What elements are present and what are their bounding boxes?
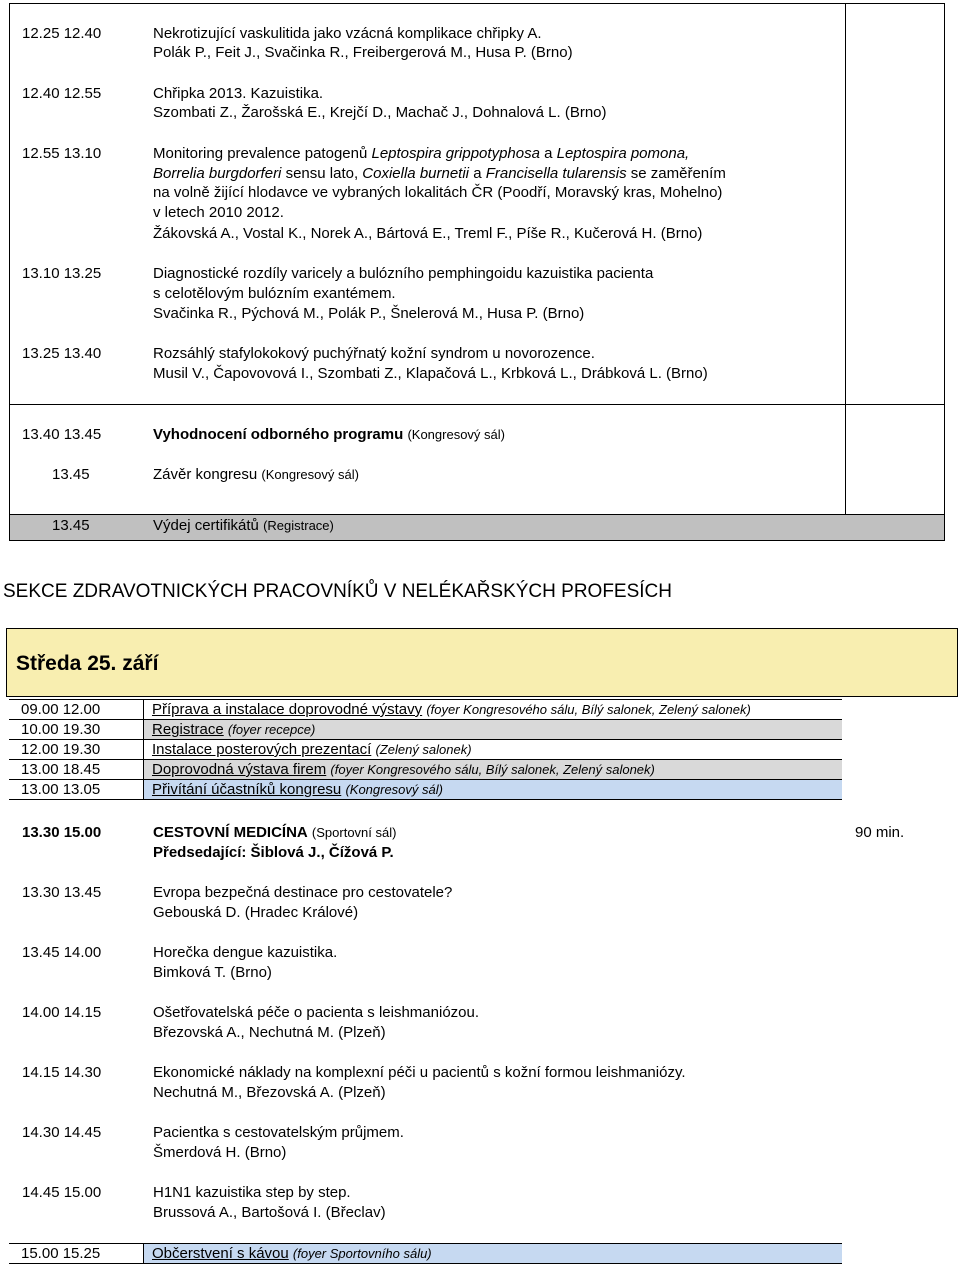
session-authors: Svačinka R., Pýchová M., Polák P., Šnelerová M., Husa P. (Brno): [153, 305, 585, 322]
talk-title: Pacientka s cestovatelským průjmem.: [153, 1124, 404, 1141]
schedule-title-text: Přivítání účastníků kongresu: [152, 781, 342, 798]
schedule-row: [9, 719, 842, 739]
schedule-row: [9, 779, 842, 799]
session-time: 12.40 12.55: [22, 85, 102, 102]
certificates-row-background: [10, 515, 944, 540]
session-time: 12.25 12.40: [22, 25, 102, 42]
talk-time: 13.45 14.00: [22, 944, 102, 961]
schedule-row: [9, 739, 842, 759]
session-title: Diagnostické rozdíly varicely a bulózního pemphingoidu kazuistika pacienta: [153, 265, 654, 282]
schedule-time: 13.00 18.45: [21, 761, 101, 778]
schedule-title: [152, 720, 315, 739]
schedule-title-text: Doprovodná výstava firem: [152, 761, 327, 778]
session-authors: Szombati Z., Žarošská E., Krejčí D., Machač J., Dohnalová L. (Brno): [153, 104, 607, 121]
schedule-row-divider: [143, 780, 144, 799]
session-title: Rozsáhlý stafylokokový puchýřnatý kožní syndrom u novorozence.: [153, 345, 595, 362]
schedule-place: (foyer Kongresového sálu, Bílý salonek, Zelený salonek): [426, 702, 751, 717]
block-duration: 90 min.: [855, 824, 905, 841]
session-time: 13.10 13.25: [22, 265, 102, 282]
talk-title: Evropa bezpečná destinace pro cestovatele?: [153, 884, 453, 901]
schedule-title: [152, 780, 443, 799]
session-title-line-1: Monitoring prevalence patogenů Leptospira grippotyphosa a Leptospira pomona,: [153, 145, 690, 162]
talk-authors: Nechutná M., Březovská A. (Plzeň): [153, 1084, 386, 1101]
evaluation-time: 13.40 13.45: [22, 426, 102, 443]
session-title: Chřipka 2013. Kazuistika.: [153, 85, 324, 102]
schedule-place: (foyer recepce): [227, 722, 316, 737]
talk-authors: Bimková T. (Brno): [153, 964, 272, 981]
block-chairs: Předsedající: Šiblová J., Čížová P.: [153, 844, 394, 861]
certificates-title: Výdej certifikátů (Registrace): [153, 517, 334, 534]
schedule-title: [152, 740, 472, 759]
top-table-right-column-divider: [845, 3, 846, 541]
top-table-divider-1: [9, 404, 945, 405]
coffee-row: [9, 1243, 842, 1264]
session-time: 13.25 13.40: [22, 345, 102, 362]
block-time: 13.30 15.00: [22, 824, 102, 841]
talk-time: 13.30 13.45: [22, 884, 102, 901]
schedule-time: 13.00 13.05: [21, 781, 101, 798]
end-time: 13.45: [52, 466, 90, 483]
end-title: Závěr kongresu (Kongresový sál): [153, 466, 359, 483]
session-title-line-3: na volně žijící hlodavce ve vybraných lokalitách ČR (Poodří, Moravský kras, Mohelno): [153, 184, 723, 201]
certificates-time: 13.45: [52, 517, 90, 534]
coffee-title: Občerstvení s kávou (foyer Sportovního sálu): [152, 1245, 432, 1262]
schedule-row-divider: [143, 740, 144, 759]
day-title: Středa 25. září: [16, 652, 159, 675]
schedule-row: [9, 759, 842, 779]
schedule-title-text: Instalace posterových prezentací: [152, 741, 372, 758]
schedule-time: 09.00 12.00: [21, 701, 101, 718]
talk-title: Ošetřovatelská péče o pacienta s leishmaniózou.: [153, 1004, 480, 1021]
schedule-title-text: Příprava a instalace doprovodné výstavy: [152, 701, 423, 718]
schedule-title-text: Registrace: [152, 721, 224, 738]
talk-title: H1N1 kazuistika step by step.: [153, 1184, 351, 1201]
schedule-row-divider: [143, 700, 144, 719]
session-title-line-2: Borrelia burgdorferi sensu lato, Coxiella burnetii a Francisella tularensis se zaměřením: [153, 165, 726, 182]
talk-time: 14.15 14.30: [22, 1064, 102, 1081]
talk-title: Ekonomické náklady na komplexní péči u pacientů s kožní formou leishmaniózy.: [153, 1064, 686, 1081]
schedule-title: [152, 760, 655, 779]
schedule-place: (Kongresový sál): [345, 782, 443, 797]
session-time: 12.55 13.10: [22, 145, 102, 162]
talk-authors: Šmerdová H. (Brno): [153, 1144, 287, 1161]
schedule-row-divider: [143, 760, 144, 779]
session-title-cont: s celotělovým bulózním exantémem.: [153, 285, 396, 302]
schedule-row: [9, 699, 842, 719]
talk-time: 14.00 14.15: [22, 1004, 102, 1021]
schedule-place: (Zelený salonek): [375, 742, 472, 757]
schedule-time: 10.00 19.30: [21, 721, 101, 738]
day-rows-bottom-border: [9, 799, 842, 800]
talk-authors: Březovská A., Nechutná M. (Plzeň): [153, 1024, 386, 1041]
evaluation-title: Vyhodnocení odborného programu (Kongresový sál): [153, 426, 505, 443]
schedule-row-divider: [143, 720, 144, 739]
session-authors: Musil V., Čapovovová I., Szombati Z., Klapačová L., Krbková L., Drábková L. (Brno): [153, 365, 708, 382]
schedule-place: (foyer Kongresového sálu, Bílý salonek, Zelený salonek): [330, 762, 655, 777]
session-authors: Žákovská A., Vostal K., Norek A., Bártová E., Treml F., Píše R., Kučerová H. (Brno): [153, 225, 703, 242]
session-title: Nekrotizující vaskulitida jako vzácná komplikace chřipky A.: [153, 25, 542, 42]
session-title-line-4: v letech 2010 2012.: [153, 204, 284, 221]
schedule-title: [152, 700, 751, 719]
talk-title: Horečka dengue kazuistika.: [153, 944, 338, 961]
section-title: SEKCE ZDRAVOTNICKÝCH PRACOVNÍKŮ V NELÉKAŘSKÝCH PROFESÍCH: [3, 581, 672, 602]
talk-authors: Gebouská D. (Hradec Králové): [153, 904, 359, 921]
talk-time: 14.30 14.45: [22, 1124, 102, 1141]
session-authors: Polák P., Feit J., Svačinka R., Freibergerová M., Husa P. (Brno): [153, 44, 573, 61]
schedule-time: 12.00 19.30: [21, 741, 101, 758]
coffee-time: 15.00 15.25: [21, 1245, 101, 1262]
talk-authors: Brussová A., Bartošová I. (Břeclav): [153, 1204, 386, 1221]
talk-time: 14.45 15.00: [22, 1184, 102, 1201]
block-title: CESTOVNÍ MEDICÍNA (Sportovní sál): [153, 824, 397, 841]
coffee-row-divider: [143, 1244, 144, 1263]
